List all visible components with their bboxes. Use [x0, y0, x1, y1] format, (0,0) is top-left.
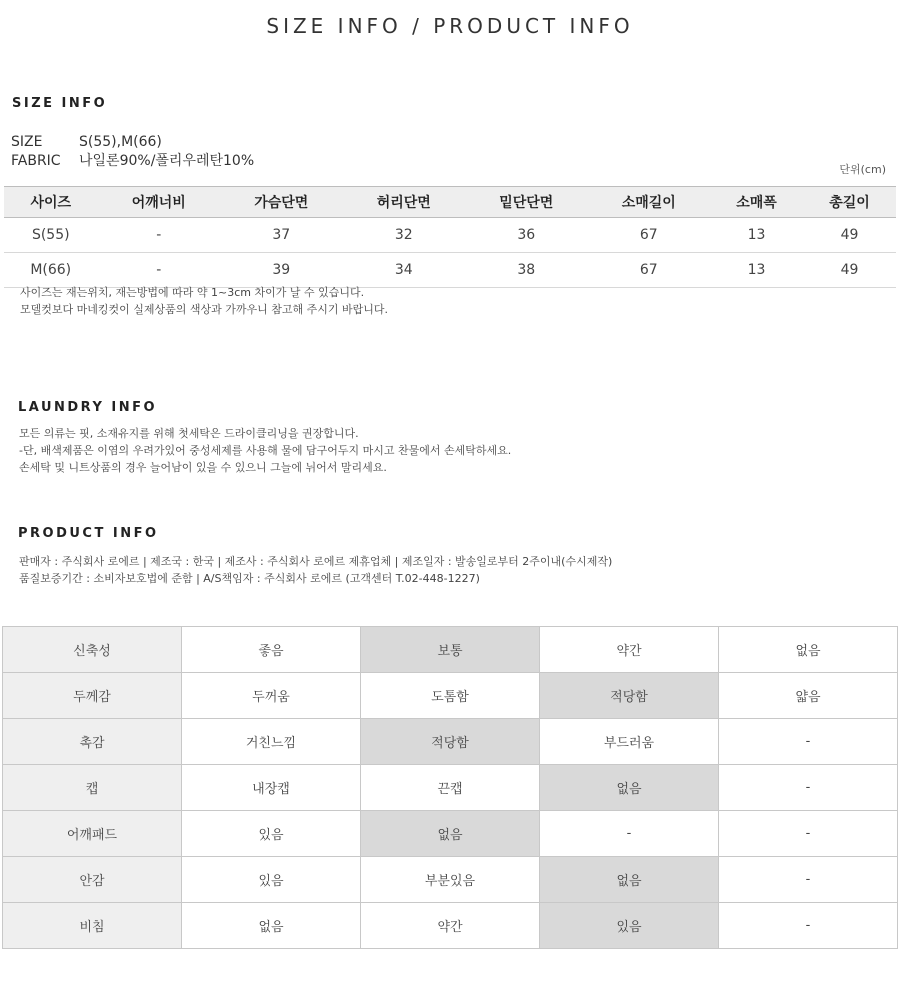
feel-row-label: 신축성 [3, 627, 182, 673]
size-info-heading: SIZE INFO [12, 96, 108, 111]
feel-row [3, 765, 898, 811]
size-note: 모델컷보다 마네킹컷이 실제상품의 색상과 가까우니 참고해 주시기 바랍니다. [20, 303, 389, 316]
feel-option: 없음 [719, 627, 898, 673]
feel-option: 거친느낌 [182, 719, 361, 765]
table-cell: 37 [220, 218, 343, 253]
size-label: SIZE [11, 134, 43, 150]
feel-option: 약간 [540, 627, 719, 673]
feel-row-label: 캡 [3, 765, 182, 811]
feel-row [3, 673, 898, 719]
feel-option-selected: 있음 [540, 903, 719, 949]
table-row [4, 253, 896, 288]
feel-option: - [719, 811, 898, 857]
feel-option-selected: 적당함 [540, 673, 719, 719]
table-cell: 67 [588, 253, 711, 288]
fabric-feel-table [2, 626, 898, 949]
feel-row [3, 857, 898, 903]
feel-option-selected: 없음 [540, 765, 719, 811]
feel-option-selected: 없음 [540, 857, 719, 903]
feel-option: - [540, 811, 719, 857]
unit-label: 단위(cm) [839, 163, 886, 176]
header-sleeve-width: 소매폭 [710, 187, 803, 218]
table-cell: - [98, 253, 221, 288]
header-chest: 가슴단면 [220, 187, 343, 218]
feel-option: 좋음 [182, 627, 361, 673]
size-table-header [4, 187, 896, 218]
fabric-spec [11, 150, 254, 170]
feel-row-label: 촉감 [3, 719, 182, 765]
feel-option: 얇음 [719, 673, 898, 719]
table-cell: S(55) [4, 218, 98, 253]
feel-option: 내장캡 [182, 765, 361, 811]
size-note: 사이즈는 재는위치, 재는방법에 따라 약 1~3cm 차이가 날 수 있습니다. [20, 286, 365, 299]
feel-option: - [719, 857, 898, 903]
feel-row-label: 두께감 [3, 673, 182, 719]
feel-option: 있음 [182, 857, 361, 903]
table-cell: 36 [465, 218, 588, 253]
table-cell: 38 [465, 253, 588, 288]
feel-option: 없음 [182, 903, 361, 949]
size-spec [11, 134, 162, 150]
product-line: 판매자 : 주식회사 로에르 | 제조국 : 한국 | 제조사 : 주식회사 로에르 제휴업체 | 제조일자 : 발송일로부터 2주이내(수시제작) [19, 555, 613, 568]
feel-option: 부분있음 [361, 857, 540, 903]
feel-row [3, 903, 898, 949]
header-size: 사이즈 [4, 187, 98, 218]
feel-row-label: 안감 [3, 857, 182, 903]
table-cell: 39 [220, 253, 343, 288]
table-cell: 32 [343, 218, 466, 253]
fabric-label: FABRIC [11, 153, 61, 169]
feel-option: - [719, 765, 898, 811]
feel-option: 있음 [182, 811, 361, 857]
size-value: S(55),M(66) [79, 134, 162, 150]
size-notes [20, 284, 388, 318]
feel-row [3, 719, 898, 765]
table-cell: M(66) [4, 253, 98, 288]
feel-option: 두꺼움 [182, 673, 361, 719]
header-shoulder: 어깨너비 [98, 187, 221, 218]
feel-option: - [719, 719, 898, 765]
feel-row-label: 비침 [3, 903, 182, 949]
header-waist: 허리단면 [343, 187, 466, 218]
table-cell: 34 [343, 253, 466, 288]
product-info-heading: PRODUCT INFO [18, 526, 159, 541]
feel-option: - [719, 903, 898, 949]
laundry-notes [19, 425, 511, 476]
feel-option: 도톰함 [361, 673, 540, 719]
fabric-value: 나일론90%/폴리우레탄10% [79, 153, 255, 169]
feel-option: 끈캡 [361, 765, 540, 811]
table-cell: 13 [710, 253, 803, 288]
table-cell: - [98, 218, 221, 253]
feel-option: 부드러움 [540, 719, 719, 765]
table-cell: 67 [588, 218, 711, 253]
table-cell: 49 [803, 253, 896, 288]
size-table [4, 186, 896, 288]
product-line: 품질보증기간 : 소비자보호법에 준함 | A/S책임자 : 주식회사 로에르 (고객센터 T.02-448-1227) [19, 572, 480, 585]
feel-row [3, 627, 898, 673]
feel-option-selected: 적당함 [361, 719, 540, 765]
feel-option-selected: 없음 [361, 811, 540, 857]
product-notes [19, 553, 612, 587]
laundry-line: -단, 배색제품은 이염의 우려가있어 중성세제를 사용해 물에 담구어두지 마시고 찬물에서 손세탁하세요. [19, 444, 512, 457]
header-sleeve-length: 소매길이 [588, 187, 711, 218]
table-cell: 49 [803, 218, 896, 253]
page-title: SIZE INFO / PRODUCT INFO [266, 14, 634, 38]
header-hem: 밑단단면 [465, 187, 588, 218]
laundry-line: 모든 의류는 핏, 소재유지를 위해 첫세탁은 드라이클리닝을 권장합니다. [19, 427, 359, 440]
feel-row [3, 811, 898, 857]
table-row [4, 218, 896, 253]
laundry-info-heading: LAUNDRY INFO [18, 400, 158, 415]
table-cell: 13 [710, 218, 803, 253]
feel-row-label: 어깨패드 [3, 811, 182, 857]
laundry-line: 손세탁 및 니트상품의 경우 늘어남이 있을 수 있으니 그늘에 뉘어서 말리세요. [19, 461, 387, 474]
feel-option-selected: 보통 [361, 627, 540, 673]
feel-option: 약간 [361, 903, 540, 949]
header-total-length: 총길이 [803, 187, 896, 218]
